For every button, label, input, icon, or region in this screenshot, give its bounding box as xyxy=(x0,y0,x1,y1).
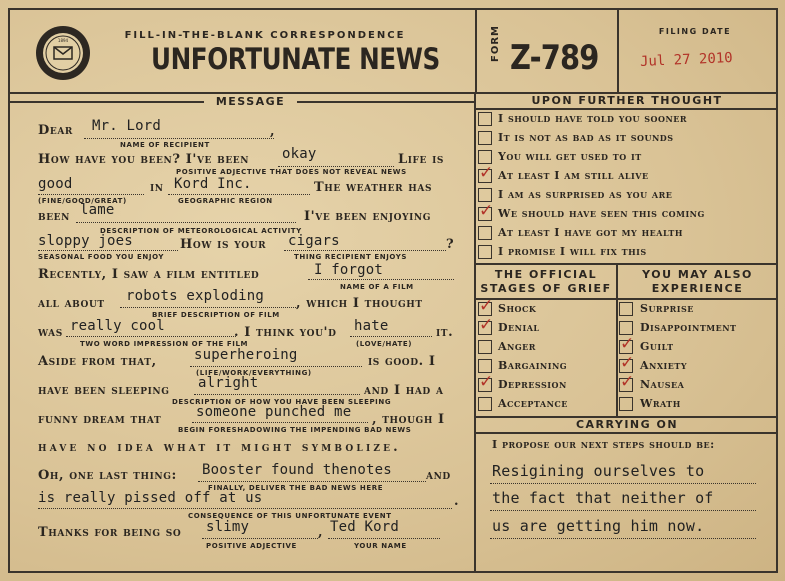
field-bad-news-line1[interactable]: Booster found thenotes xyxy=(202,462,392,478)
field-food[interactable]: sloppy joes xyxy=(38,233,133,249)
caption-sleep: DESCRIPTION OF HOW YOU HAVE BEEN SLEEPING xyxy=(172,398,392,406)
further-thought-title: UPON FURTHER THOUGHT xyxy=(531,94,723,107)
filing-date-label: FILING DATE xyxy=(658,27,732,36)
field-adjective[interactable]: okay xyxy=(282,146,317,162)
checkbox-option-3[interactable] xyxy=(478,150,492,164)
field-film-description[interactable]: robots exploding xyxy=(126,288,265,304)
grief-label-acceptance: Acceptance xyxy=(498,397,568,410)
field-film[interactable]: I forgot xyxy=(314,262,384,278)
field-your-name[interactable]: Ted Kord xyxy=(330,519,400,535)
form-supertitle: FILL-IN-THE-BLANK CORRESPONDENCE xyxy=(124,30,406,41)
experience-title-line2: EXPERIENCE xyxy=(651,282,744,295)
caption-thing: THING RECIPIENT ENJOYS xyxy=(294,253,408,261)
check-mark-icon: ✓ xyxy=(479,163,494,183)
check-mark-icon: ✓ xyxy=(479,296,494,316)
field-region[interactable]: Kord Inc. xyxy=(174,176,252,192)
caption-film: NAME OF A FILM xyxy=(340,283,414,291)
checkbox-wrath[interactable] xyxy=(619,397,633,411)
carrying-on-title: CARRYING ON xyxy=(575,418,679,431)
option-label-8: I promise I will fix this xyxy=(498,245,647,258)
caption-impression: TWO WORD IMPRESSION OF THE FILM xyxy=(80,340,249,348)
grief-label-depression: Depression xyxy=(498,378,567,391)
experience-title-line1: YOU MAY ALSO xyxy=(642,268,753,281)
option-label-2: It is not as bad as it sounds xyxy=(498,131,674,144)
caption-region: GEOGRAPHIC REGION xyxy=(178,197,273,205)
caption-positive-adjective: POSITIVE ADJECTIVE xyxy=(206,542,297,550)
checkbox-surprise[interactable] xyxy=(619,302,633,316)
grief-title-line1: THE OFFICIAL xyxy=(494,268,598,281)
correspondence-form: 1894 FILL-IN-THE-BLANK CORRESPONDENCE UNFORTUNATE NEWS FORM Z-789 FILING DATE Jul 27 2010 MESSAGE Dear Mr. Lord , NAME OF RECIPIENT How have you been? I've been okay Life is POSITIVE ADJECTIVE THAT DOES NOT REVEAL NEWS good in Kord Inc. The weather has (FINE/GOOD/GREAT) GEOGRAPHIC REGION been lame I've been enjoying DESCRIPTION OF METEOROLOGICAL ACTIVITY sloppy joes How is your cigars ? SEASONAL FOOD YOU ENJOY THING RECIPIENT ENJOYS Recently, I saw a film entitled I forgot NAME OF A FILM all about robots exploding , which I thought BRIEF DESCRIPTION OF FILM was really cool . I think you'd hate it. TWO WORD IMPRESSION OF THE FILM (LOVE/HATE) Aside from that, superheroing is good. I (LIFE/WORK/EVERYTHING) have been sleeping alright and I had a DESCRIPTION OF HOW YOU HAVE BEEN SLEEPING funny dream that someone punched me , though I BEGIN FORESHADOWING THE IMPENDING BAD NEWS have no idea what it might symbolize. Oh, one last thing: Booster found thenotes and FINALLY, DELIVER THE BAD NEWS HERE is really pissed off at us . CONSEQUENCE OF THIS UNFORTUNATE EVENT Thanks for being so slimy , Ted Kord POSITIVE ADJECTIVE YOUR NAME UPON FURTHER THOUGHT I should have told you sooner It is not as bad as it sounds You will get used to it ✓ At least I am still alive I am as surprised as you are ✓ We should have seen this coming At least I have got my health I promise I will fix this THE OFFICIAL STAGES OF GRIEF YOU MAY ALSO EXPERIENCE ✓ Shock ✓ Denial Anger Bargaining ✓ Depression Acceptance Surprise Disappointment ✓ Guilt ✓ Anxiety ✓ Nausea Wrath CARRYING ON I propose our next steps should be: Resigining ourselves to the fact that neither of us are getting him now. xyxy=(0,0,785,581)
option-label-6: We should have seen this coming xyxy=(498,207,705,220)
grief-label-bargaining: Bargaining xyxy=(498,359,568,372)
caption-film-description: BRIEF DESCRIPTION OF FILM xyxy=(152,311,280,319)
caption-food: SEASONAL FOOD YOU ENJOY xyxy=(38,253,165,261)
check-mark-icon: ✓ xyxy=(620,353,635,373)
caption-love-hate: (LOVE/HATE) xyxy=(356,340,413,348)
caption-bad-news: FINALLY, DELIVER THE BAD NEWS HERE xyxy=(208,484,384,492)
caption-recipient: NAME OF RECIPIENT xyxy=(120,141,210,149)
checkbox-acceptance[interactable] xyxy=(478,397,492,411)
caption-aside: (LIFE/WORK/EVERYTHING) xyxy=(196,369,312,377)
next-steps-line1[interactable]: Resigining ourselves to xyxy=(492,462,705,480)
text-dear: Dear xyxy=(38,123,73,138)
grief-title-line2: STAGES OF GRIEF xyxy=(480,282,612,295)
checkbox-option-8[interactable] xyxy=(478,245,492,259)
field-aside[interactable]: superheroing xyxy=(194,347,298,363)
checkbox-disappointment[interactable] xyxy=(619,321,633,335)
filing-date-stamp: Jul 27 2010 xyxy=(639,49,734,71)
field-positive-adjective[interactable]: slimy xyxy=(206,519,250,535)
field-dream[interactable]: someone punched me xyxy=(196,404,352,420)
check-mark-icon: ✓ xyxy=(479,201,494,221)
check-mark-icon: ✓ xyxy=(479,315,494,335)
option-label-3: You will get used to it xyxy=(498,150,642,163)
grief-label-anger: Anger xyxy=(498,340,536,353)
caption-life: (FINE/GOOD/GREAT) xyxy=(38,197,127,205)
field-sleep[interactable]: alright xyxy=(198,375,259,391)
field-thing[interactable]: cigars xyxy=(288,233,340,249)
form-title: UNFORTUNATE NEWS xyxy=(151,42,440,76)
experience-label-wrath: Wrath xyxy=(640,397,681,410)
caption-weather: DESCRIPTION OF METEOROLOGICAL ACTIVITY xyxy=(100,227,302,235)
form-label: FORM xyxy=(490,25,501,62)
field-bad-news-line2[interactable]: is really pissed off at us xyxy=(38,490,263,506)
caption-your-name: YOUR NAME xyxy=(354,542,407,550)
carrying-on-prompt: I propose our next steps should be: xyxy=(492,438,715,451)
form-number: Z-789 xyxy=(510,38,599,78)
check-mark-icon: ✓ xyxy=(479,372,494,392)
checkbox-anger[interactable] xyxy=(478,340,492,354)
field-recipient[interactable]: Mr. Lord xyxy=(92,118,162,134)
option-label-5: I am as surprised as you are xyxy=(498,188,673,201)
checkbox-option-7[interactable] xyxy=(478,226,492,240)
message-section-title: MESSAGE xyxy=(215,95,286,108)
field-love-hate[interactable]: hate xyxy=(354,318,389,334)
svg-text:1894: 1894 xyxy=(57,38,69,43)
checkbox-bargaining[interactable] xyxy=(478,359,492,373)
bureau-seal-logo xyxy=(34,24,92,82)
check-mark-icon: ✓ xyxy=(620,372,635,392)
text-how-been: How have you been? I've been xyxy=(38,152,250,167)
option-label-7: At least I have got my health xyxy=(498,226,683,239)
field-weather[interactable]: lame xyxy=(80,202,115,218)
next-steps-line3[interactable]: us are getting him now. xyxy=(492,517,705,535)
field-impression[interactable]: really cool xyxy=(70,318,165,334)
check-mark-icon: ✓ xyxy=(620,334,635,354)
checkbox-option-5[interactable] xyxy=(478,188,492,202)
experience-label-surprise: Surprise xyxy=(640,302,694,315)
option-label-1: I should have told you sooner xyxy=(498,112,688,125)
option-label-4: At least I am still alive xyxy=(498,169,649,182)
experience-label-disappointment: Disappointment xyxy=(640,321,737,334)
field-life[interactable]: good xyxy=(38,176,73,192)
checkbox-option-2[interactable] xyxy=(478,131,492,145)
caption-dream: BEGIN FORESHADOWING THE IMPENDING BAD NEWS xyxy=(178,426,412,434)
caption-consequence: CONSEQUENCE OF THIS UNFORTUNATE EVENT xyxy=(188,512,392,520)
next-steps-line2[interactable]: the fact that neither of xyxy=(492,489,714,507)
grief-label-denial: Denial xyxy=(498,321,540,334)
checkbox-option-1[interactable] xyxy=(478,112,492,126)
experience-label-guilt: Guilt xyxy=(640,340,674,353)
experience-label-anxiety: Anxiety xyxy=(640,359,688,372)
caption-adjective: POSITIVE ADJECTIVE THAT DOES NOT REVEAL NEWS xyxy=(176,168,407,176)
grief-label-shock: Shock xyxy=(498,302,537,315)
experience-label-nausea: Nausea xyxy=(640,378,685,391)
